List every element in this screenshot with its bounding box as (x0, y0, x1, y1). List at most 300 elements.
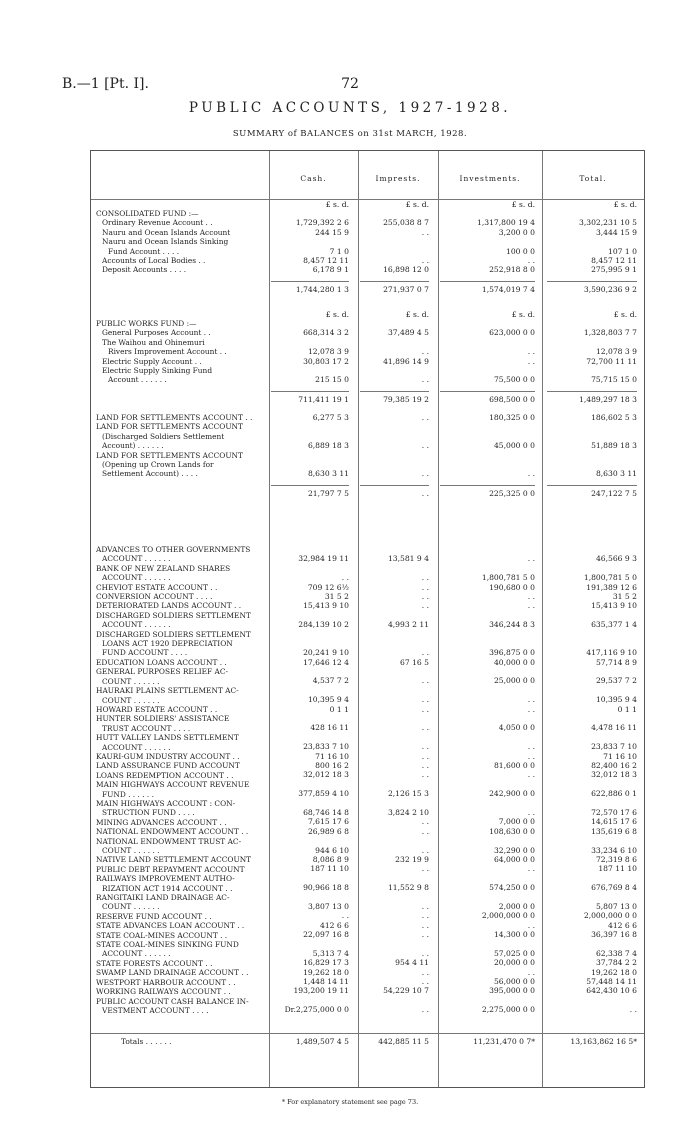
amount-cell: . . (527, 347, 535, 357)
amount-cell (271, 564, 349, 573)
amount-cell: 676,769 8 4 (591, 883, 637, 893)
amount-cell: 1,317,800 19 4 (477, 218, 535, 228)
amount-cell: 72,570 17 6 (591, 807, 637, 817)
account-label: The Waihou and Ohinemuri (102, 337, 205, 347)
amount-cell (271, 892, 349, 901)
amount-cell (547, 319, 637, 328)
amount-cell: . . (527, 770, 535, 780)
amount-cell: 215 15 0 (315, 375, 349, 385)
account-label: LAND FOR SETTLEMENTS ACCOUNT . . (96, 413, 253, 422)
account-labels (96, 413, 268, 479)
amount-cell (440, 338, 535, 347)
account-label: Account . . . . . . (108, 375, 167, 385)
amount-cell: 107 1 0 (608, 246, 637, 256)
amount-cell (360, 780, 429, 789)
account-label: (Discharged Soldiers Settlement (102, 431, 225, 441)
amount-cell (360, 237, 429, 246)
amount-cell: 12,078 3 9 (595, 347, 637, 357)
amount-cell: 412 6 6 (320, 920, 349, 930)
amount-cell: 244 15 9 (315, 227, 349, 237)
account-label: RESERVE FUND ACCOUNT . . (96, 911, 212, 921)
amount-cell (360, 939, 429, 948)
amount-cell (440, 319, 535, 328)
amount-cell: . . (421, 948, 429, 958)
amount-cell: 33,234 6 10 (591, 845, 637, 855)
amount-cell: 23,833 7 10 (591, 742, 637, 752)
amount-cell: 4,478 16 11 (591, 723, 637, 733)
amount-column (547, 413, 637, 498)
amount-cell (271, 237, 349, 246)
amount-cell (360, 667, 429, 676)
amount-cell: . . (421, 723, 429, 733)
amount-cell: 2,000,000 0 0 (583, 911, 637, 921)
amount-cell (440, 667, 535, 676)
amount-cell: 19,262 18 0 (591, 967, 637, 977)
amount-cell (547, 639, 637, 648)
subtotal-cell: 271,937 0 7 (360, 281, 429, 294)
amount-cell (271, 639, 349, 648)
amount-cell (360, 733, 429, 742)
amount-cell: 68,746 14 8 (303, 807, 349, 817)
amount-cell (271, 338, 349, 347)
account-label: HOWARD ESTATE ACCOUNT . . (96, 704, 218, 714)
account-label: KAURI-GUM INDUSTRY ACCOUNT . . (96, 751, 240, 761)
subtotal-cell: 225,325 0 0 (440, 485, 535, 498)
amount-cell: 1,800,781 5 0 (583, 573, 637, 583)
amount-cell (547, 630, 637, 639)
amount-cell (271, 630, 349, 639)
amount-cell (440, 686, 535, 695)
amount-cell: . . (527, 591, 535, 601)
amount-cell (360, 422, 429, 431)
amount-cell: . . (421, 742, 429, 752)
amount-cell: . . (421, 648, 429, 658)
amount-cell (440, 451, 535, 460)
account-label: HUNTER SOLDIERS' ASSISTANCE (96, 714, 230, 724)
account-label: WORKING RAILWAYS ACCOUNT . . (96, 987, 231, 997)
amount-cell: 14,615 17 6 (591, 817, 637, 827)
account-label: Fund Account . . . . (108, 246, 180, 256)
amount-cell: 1,448 14 11 (303, 976, 349, 986)
amount-cell: . . (421, 347, 429, 357)
amount-cell (271, 799, 349, 808)
amount-cell: 6,889 18 3 (307, 441, 349, 451)
amount-cell: 20,241 9 10 (303, 648, 349, 658)
amount-cell: 31 5 2 (612, 591, 637, 601)
amount-cell: 32,012 18 3 (303, 770, 349, 780)
account-label: MAIN HIGHWAYS ACCOUNT : CON- (96, 798, 236, 808)
amount-cell: . . (527, 864, 535, 874)
amount-cell: 71 16 10 (315, 751, 349, 761)
amount-cell: 275,995 9 1 (591, 265, 637, 275)
amount-cell (360, 366, 429, 375)
account-label: MAIN HIGHWAYS ACCOUNT REVENUE (96, 780, 250, 790)
amount-cell: 13,581 9 4 (387, 554, 429, 564)
amount-cell: 8,457 12 11 (303, 255, 349, 265)
amount-cell: . . (527, 601, 535, 611)
amount-cell: 944 6 10 (315, 845, 349, 855)
amount-cell (440, 460, 535, 469)
amount-cell: 574,250 0 0 (489, 883, 535, 893)
amount-cell: 180,325 0 0 (489, 413, 535, 422)
amount-cell (547, 836, 637, 845)
amount-cell: 100 0 0 (506, 246, 535, 256)
amount-cell: . . (527, 967, 535, 977)
amount-cell (271, 686, 349, 695)
account-label: WESTPORT HARBOUR ACCOUNT . . (96, 977, 236, 987)
amount-cell: 16,898 12 0 (383, 265, 429, 275)
amount-cell (547, 451, 637, 460)
amount-cell (547, 366, 637, 375)
amount-cell (271, 667, 349, 676)
amount-cell: 709 12 6½ (307, 582, 349, 592)
amount-cell: 25,000 0 0 (493, 676, 535, 686)
amount-cell: . . (527, 751, 535, 761)
account-label: DETERIORATED LANDS ACCOUNT . . (96, 601, 242, 611)
amount-cell: 3,444 15 9 (595, 227, 637, 237)
amount-cell (360, 209, 429, 218)
account-label: VESTMENT ACCOUNT . . . . (102, 1005, 209, 1015)
account-label: ACCOUNT . . . . . . (102, 554, 171, 564)
amount-cell (440, 874, 535, 883)
amount-cell: . . (421, 375, 429, 385)
amount-cell: 6,178 9 1 (312, 265, 349, 275)
currency-unit: £ s. d. (511, 309, 535, 319)
amount-cell (547, 545, 637, 554)
amount-cell: 395,000 0 0 (489, 986, 535, 996)
amount-cell (440, 564, 535, 573)
amount-cell: 187 11 10 (310, 864, 349, 874)
amount-cell: . . (527, 742, 535, 752)
total-cell: 13,163,862 16 5* (570, 1037, 637, 1046)
amount-cell: 75,500 0 0 (493, 375, 535, 385)
amount-cell: 622,886 0 1 (591, 789, 637, 799)
amount-cell (547, 799, 637, 808)
amount-cell (547, 338, 637, 347)
amount-cell (360, 630, 429, 639)
amount-column (440, 413, 535, 498)
amount-cell (271, 451, 349, 460)
amount-cell: 428 16 11 (310, 723, 349, 733)
amount-cell: 54,229 10 7 (383, 986, 429, 996)
amount-cell: . . (421, 441, 429, 451)
amount-cell: . . (341, 911, 349, 921)
account-label: STATE COAL-MINES SINKING FUND (96, 940, 239, 950)
account-label: Electric Supply Account . . (102, 356, 202, 366)
amount-cell: 32,984 19 11 (298, 554, 349, 564)
amount-cell: 346,244 8 3 (489, 620, 535, 630)
subtotal-cell: 711,411 19 1 (271, 391, 349, 404)
account-label: NATIVE LAND SETTLEMENT ACCOUNT (96, 855, 252, 865)
amount-cell: 3,807 13 0 (307, 901, 349, 911)
amount-cell: 3,200 0 0 (498, 227, 535, 237)
amount-cell (360, 338, 429, 347)
amount-cell: . . (421, 601, 429, 611)
account-label: PUBLIC WORKS FUND :— (96, 319, 197, 328)
amount-cell: 0 1 1 (617, 704, 637, 714)
amount-cell: 20,000 0 0 (493, 958, 535, 968)
amount-cell (271, 611, 349, 620)
amount-cell: 412 6 6 (608, 920, 637, 930)
amount-cell: 193,200 19 11 (293, 986, 349, 996)
account-label: STATE ADVANCES LOAN ACCOUNT . . (96, 921, 245, 931)
amount-cell (440, 237, 535, 246)
subtotal-cell: 3,590,236 9 2 (547, 281, 637, 294)
amount-cell: 64,000 0 0 (493, 854, 535, 864)
account-label: PUBLIC DEBT REPAYMENT ACCOUNT (96, 864, 245, 874)
amount-cell: 417,116 9 10 (586, 648, 637, 658)
amount-cell: 1,800,781 5 0 (481, 573, 535, 583)
amount-cell: 668,314 3 2 (303, 328, 349, 338)
amount-cell (440, 611, 535, 620)
amount-cell (360, 611, 429, 620)
amount-cell: . . (527, 554, 535, 564)
account-label: DISCHARGED SOLDIERS SETTLEMENT (96, 610, 251, 620)
amount-cell: 2,126 15 3 (387, 789, 429, 799)
account-labels (96, 545, 268, 1015)
amount-cell: . . (527, 356, 535, 366)
amount-cell (360, 247, 429, 256)
amount-cell: 36,397 16 8 (591, 930, 637, 940)
amount-cell: 0 1 1 (329, 704, 349, 714)
amount-cell (440, 639, 535, 648)
amount-cell: 45,000 0 0 (493, 441, 535, 451)
amount-cell: Dr.2,275,000 0 0 (284, 1005, 349, 1015)
account-label: ACCOUNT . . . . . . (102, 742, 171, 752)
amount-cell (271, 432, 349, 441)
amount-cell: 191,389 12 6 (586, 582, 637, 592)
account-label: COUNT . . . . . . (102, 676, 160, 686)
amount-cell: 14,300 0 0 (493, 930, 535, 940)
amount-cell (360, 319, 429, 328)
amount-cell: 4,050 0 0 (498, 723, 535, 733)
subtotal-cell: 1,574,019 7 4 (440, 281, 535, 294)
subtotal-cell: 698,500 0 0 (440, 391, 535, 404)
account-label: CONSOLIDATED FUND :— (96, 209, 199, 218)
account-label: LAND FOR SETTLEMENTS ACCOUNT (96, 422, 243, 432)
amount-cell (271, 460, 349, 469)
amount-cell (440, 209, 535, 218)
amount-cell (547, 939, 637, 948)
amount-cell: 17,646 12 4 (303, 657, 349, 667)
amount-cell: 23,833 7 10 (303, 742, 349, 752)
amount-column (440, 545, 535, 1015)
amount-cell: . . (341, 573, 349, 583)
account-label: COUNT . . . . . . (102, 695, 160, 705)
account-label: GENERAL PURPOSES RELIEF AC- (96, 667, 229, 677)
amount-cell: . . (421, 1005, 429, 1015)
account-label: STATE COAL-MINES ACCOUNT . . (96, 930, 228, 940)
column-header-cash: Cash. (300, 174, 327, 183)
account-label: HUTT VALLEY LANDS SETTLEMENT (96, 733, 239, 743)
amount-cell: 37,784 2 2 (595, 958, 637, 968)
amount-cell: . . (527, 469, 535, 479)
amount-cell (271, 939, 349, 948)
amount-cell (360, 996, 429, 1005)
amount-cell: 90,966 18 8 (303, 883, 349, 893)
subtotal-cell: 247,122 7 5 (547, 485, 637, 498)
amount-cell: 67 16 5 (400, 657, 429, 667)
amount-column (360, 545, 429, 1015)
total-cell: 442,885 11 5 (378, 1037, 429, 1046)
account-label: RAILWAYS IMPROVEMENT AUTHO- (96, 874, 235, 884)
amount-cell: 56,000 0 0 (493, 976, 535, 986)
amount-cell: 284,139 10 2 (298, 620, 349, 630)
amount-cell: . . (629, 1005, 637, 1015)
amount-cell (271, 366, 349, 375)
amount-cell: . . (421, 864, 429, 874)
amount-cell (440, 799, 535, 808)
column-header-total: Total. (579, 174, 607, 183)
account-label: FUND . . . . . . (102, 789, 154, 799)
amount-cell: 37,489 4 5 (387, 328, 429, 338)
amount-cell (440, 432, 535, 441)
account-label: Ordinary Revenue Account . . (102, 218, 213, 228)
amount-column (271, 545, 349, 1015)
amount-cell: 4,537 7 2 (312, 676, 349, 686)
amount-cell: 800 16 2 (315, 760, 349, 770)
amount-cell (440, 366, 535, 375)
account-label: NATIONAL ENDOWMENT TRUST AC- (96, 836, 242, 846)
currency-unit: £ s. d. (325, 309, 349, 319)
account-label: ADVANCES TO OTHER GOVERNMENTS (96, 545, 251, 554)
account-label: Deposit Accounts . . . . (102, 265, 187, 275)
amount-cell: 16,829 17 3 (303, 958, 349, 968)
account-label: EDUCATION LOANS ACCOUNT . . (96, 657, 227, 667)
account-label: CONVERSION ACCOUNT . . . . (96, 592, 213, 602)
account-labels (96, 319, 268, 385)
account-label: RANGITAIKI LAND DRAINAGE AC- (96, 893, 230, 903)
account-label: LAND ASSURANCE FUND ACCOUNT (96, 761, 240, 771)
amount-cell: 3,824 2 10 (387, 807, 429, 817)
amount-column (440, 199, 535, 294)
amount-cell (440, 996, 535, 1005)
amount-cell (547, 714, 637, 723)
amount-cell: 29,537 7 2 (595, 676, 637, 686)
page-number: 72 (341, 76, 359, 92)
amount-cell (440, 733, 535, 742)
page-reference: B.—1 [Pt. I]. (62, 76, 149, 92)
amount-cell: 190,680 0 0 (489, 582, 535, 592)
amount-cell: 32,290 0 0 (493, 845, 535, 855)
amount-cell (360, 686, 429, 695)
amount-cell: 51,889 18 3 (591, 441, 637, 451)
amount-cell: . . (421, 704, 429, 714)
amount-cell: 57,714 8 9 (595, 657, 637, 667)
account-label: Accounts of Local Bodies . . (102, 256, 206, 266)
amount-cell: 232 19 9 (395, 854, 429, 864)
amount-cell: . . (421, 582, 429, 592)
amount-cell (271, 874, 349, 883)
amount-cell (360, 564, 429, 573)
amount-cell (547, 611, 637, 620)
amount-cell: 7,615 17 6 (307, 817, 349, 827)
amount-cell: 635,377 1 4 (591, 620, 637, 630)
amount-cell: . . (527, 695, 535, 705)
amount-cell (271, 545, 349, 554)
amount-cell (271, 996, 349, 1005)
amount-cell: . . (421, 845, 429, 855)
amount-cell: . . (421, 573, 429, 583)
account-label: LOANS ACT 1920 DEPRECIATION (102, 639, 233, 649)
amount-cell (360, 460, 429, 469)
amount-cell: 8,086 8 9 (312, 854, 349, 864)
amount-cell (360, 836, 429, 845)
amount-cell (547, 667, 637, 676)
amount-cell (547, 564, 637, 573)
amount-cell: 46,566 9 3 (595, 554, 637, 564)
account-label: STATE FORESTS ACCOUNT . . (96, 958, 213, 968)
amount-cell: . . (421, 413, 429, 422)
currency-unit: £ s. d. (613, 199, 637, 209)
subtotal-cell: 79,385 19 2 (360, 391, 429, 404)
amount-cell: 6,277 5 3 (312, 413, 349, 422)
amount-cell: . . (421, 760, 429, 770)
subtotal-cell: 1,744,280 1 3 (271, 281, 349, 294)
amount-cell: 108,630 0 0 (489, 826, 535, 836)
account-label: COUNT . . . . . . (102, 902, 160, 912)
amount-column (360, 309, 429, 404)
amount-cell: 5,807 13 0 (595, 901, 637, 911)
amount-cell: 72,700 11 11 (586, 356, 637, 366)
amount-cell: . . (421, 920, 429, 930)
amount-cell (440, 939, 535, 948)
account-label: ACCOUNT . . . . . . (102, 573, 171, 583)
amount-column (271, 309, 349, 404)
amount-cell: 186,602 5 3 (591, 413, 637, 422)
amount-cell: 242,900 0 0 (489, 789, 535, 799)
amount-cell: . . (421, 770, 429, 780)
amount-cell: 8,630 3 11 (307, 469, 349, 479)
account-label: RIZATION ACT 1914 ACCOUNT . . (102, 883, 233, 893)
amount-cell: 2,000,000 0 0 (481, 911, 535, 921)
amount-cell (440, 780, 535, 789)
amount-cell (271, 780, 349, 789)
amount-cell: 75,715 15 0 (591, 375, 637, 385)
amount-cell (547, 686, 637, 695)
amount-cell (440, 545, 535, 554)
amount-cell (440, 714, 535, 723)
subtotal-cell: 21,797 7 5 (271, 485, 349, 498)
amount-cell: . . (421, 930, 429, 940)
amount-column (360, 199, 429, 294)
amount-cell: 1,328,803 7 7 (583, 328, 637, 338)
amount-cell (547, 996, 637, 1005)
amount-column (271, 199, 349, 294)
amount-cell: 1,729,392 2 6 (295, 218, 349, 228)
amount-cell: 15,413 9 10 (303, 601, 349, 611)
amount-cell: . . (421, 911, 429, 921)
amount-cell: 32,012 18 3 (591, 770, 637, 780)
amount-cell: 30,803 17 2 (303, 356, 349, 366)
amount-cell (547, 432, 637, 441)
amount-cell: 7 1 0 (329, 246, 349, 256)
amount-cell: 71 16 10 (603, 751, 637, 761)
amount-cell (271, 733, 349, 742)
account-label: LAND FOR SETTLEMENTS ACCOUNT (96, 450, 243, 460)
amount-column (440, 309, 535, 404)
totals-label: Totals . . . . . . (121, 1037, 172, 1046)
amount-cell: 26,989 6 8 (307, 826, 349, 836)
currency-unit: £ s. d. (405, 199, 429, 209)
amount-cell: . . (527, 807, 535, 817)
amount-cell (547, 874, 637, 883)
amount-cell (271, 422, 349, 431)
column-header-investments: Investments. (459, 174, 521, 183)
amount-cell (271, 714, 349, 723)
amount-cell: 10,395 9 4 (307, 695, 349, 705)
amount-cell: 252,918 8 0 (489, 265, 535, 275)
